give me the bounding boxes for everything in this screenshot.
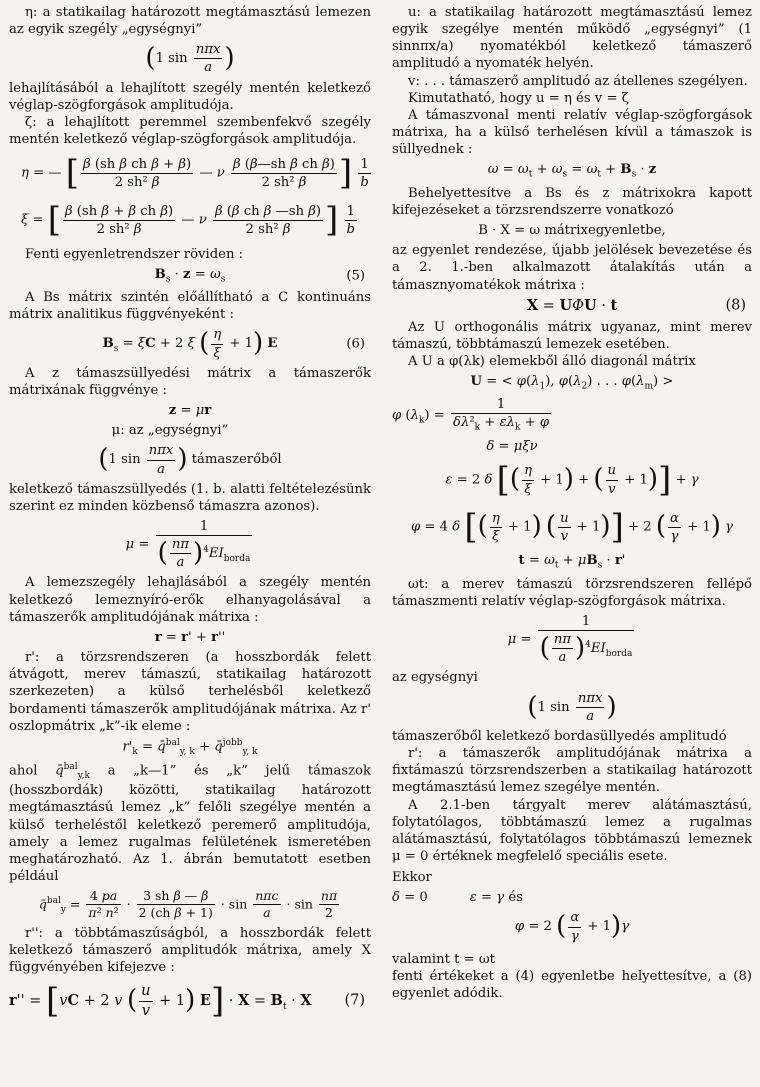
ahol-text: ahol q̄$^{bal}_{y,k}$ a „k—1” és „k” jelű támaszok (hosszbordák) közötti, statikailag határozott megtámasztású lemez „k” felőli szegélye mentén a külső terheléstől keletkező peremerő amplitudója, amely a lemez rugalmas felületének ismeretében meghatározható. Az 1. ábrán bemutatott esetben például bbox=[9, 761, 371, 885]
mu-definition-b: támaszerőből bbox=[191, 452, 282, 468]
unit-load-expression: (1 sin $\frac{\text{nπx}}{a}$ ) bbox=[145, 42, 235, 76]
bs-text: A Bs mátrix szintén előállítható a C kontinuáns mátrix analitikus függvényeként : bbox=[9, 290, 371, 323]
q-bal-formula: q̄$^{bal}_y$ = $\frac{4 pa}{\text{π² n²}}$ · $\frac{\text{3 sh β — β}}{\text{2 (ch β + 1)}}$ · sin $\frac{\text{nπc}}{a}$ · sin $\frac{n\pi}{2}$ bbox=[38, 888, 338, 921]
equation-5-number: (5) bbox=[346, 268, 365, 284]
omega-text: A támaszvonal menti relatív véglap-szögforgások mátrixa, ha a külső terhelésen kívül a támaszok is süllyednek : bbox=[392, 107, 752, 158]
ahol-explanation: a „k—1” és „k” jelű támaszok (hosszbordák) közötti, statikailag határozott megtámasztású lemez „k” felőli szegélye mentén a külső terheléstől keletkező peremerő amplitudója, amely a lemez rugalmas felületének ismeretében meghatározható. Az 1. ábrán bemutatott esetben például bbox=[9, 762, 371, 885]
r1-text: r': a törzsrendszeren (a hosszbordák felett átvágott, merev támaszú, statikailag határozott szerkezeten) a külső terhelésből keletkező bordamenti támaszerők amplitudójának mátrixa. Az r' oszlopmátrix „k”-ik eleme : bbox=[9, 650, 371, 734]
es-word: és bbox=[508, 890, 523, 906]
behelyettesitve-text: Behelyettesítve a Bs és z mátrixokra kapott kifejezéseket a törzsrendszerre vonatkozó bbox=[392, 185, 752, 218]
equation-6: $B_s = \xi C + 2$ ξ ( $\frac{\eta}{\xi}$ + 1) E (6) bbox=[102, 327, 365, 361]
eta-formula: η = — [ $\frac{\text{β (sh β ch β + β)}}{\text{2 sh² β}}$ — ν $\frac{\text{β (β—sh β ch β)}}{\text{2 sh² β}}$ ] $\frac{1}{b}$ bbox=[21, 153, 369, 194]
ekkor-formulas: δ = 0 ε = γ és bbox=[392, 890, 523, 906]
mu-formula: μ = 1 ( $\frac{n\pi}{a}$ )$^4EI_{borda}$ bbox=[125, 518, 251, 571]
z-formula: z = μr bbox=[168, 403, 212, 419]
right-column bbox=[392, 4, 752, 1002]
r2-text: r'': a többtámaszúságból, a hosszbordák felett keletkező támaszerő amplitudók mátrixa, amely X függvényében kifejezve : bbox=[9, 925, 371, 976]
mu-definition-line bbox=[9, 422, 371, 439]
r-definition-right: r': a támaszerők amplitudójának mátrixa a fixtámaszú törzsrendszerben a statikailag határozott megtámasztású lemez szegélye mentén. bbox=[392, 746, 752, 796]
mu-definition-a: μ: az „egységnyi” bbox=[111, 423, 229, 439]
unit-load-right: (1 sin $\frac{\text{nπx}}{a}$ ) bbox=[527, 690, 617, 724]
equation-8-number: (8) bbox=[725, 297, 746, 314]
valamint-text: valamint t = ωt bbox=[392, 951, 495, 967]
zeta-definition: ζ: a lehajlított peremmel szembenfekvő szegély mentén keletkező véglap-szögforgások amplitudója. bbox=[9, 114, 371, 148]
equation-8: X = UΦU · t (8) bbox=[526, 296, 746, 314]
mu-formula-right: μ = 1 ( $\frac{n\pi}{a}$ )$^4EI_{borda}$ bbox=[507, 613, 633, 666]
bx-equation: B · X = ω mátrixegyenletbe, bbox=[478, 223, 666, 239]
phi-formula: φ = 4 δ [( $\frac{\eta}{\xi}$ + 1) ( $\frac{u}{v}$ + 1)] + 2 ( $\frac{\alpha}{\gamma}$ + 1) γ bbox=[410, 507, 733, 548]
equation-7-number: (7) bbox=[344, 992, 365, 1009]
summary-text: Fenti egyenletrendszer röviden : bbox=[25, 246, 244, 262]
ekkor-text: Ekkor bbox=[392, 870, 432, 886]
epsilon-formula: ε = 2 δ [( $\frac{\eta}{\xi}$ + 1) + ( $\frac{u}{v}$ + 1)] + γ bbox=[445, 459, 699, 500]
r-text: A lemezszegély lehajlásából a szegély mentén keletkező lemeznyíró-erők elhanyagolásával a támaszerők amplitudójának mátrixa : bbox=[9, 575, 371, 625]
rendezes-text: az egyenlet rendezése, újabb jelölések bevezetése és a 2. 1.-ben alkalmazott átalakítás után a támasznyomatékok mátrixa : bbox=[392, 243, 752, 293]
xi-formula: ξ = [ $\frac{\text{β (sh β + β ch β)}}{\text{2 sh² β}}$ — ν $\frac{\text{β (β ch β —sh β)}}{\text{2 sh² β}}$ ] $\frac{1}{b}$ bbox=[21, 200, 355, 241]
phi-lambda-formula: φ $(\lambda_k)$ = $\frac{1}{\delta\lambda^2_k + \varepsilon\lambda_k + \varphi}$ bbox=[392, 397, 550, 434]
r-formula: r = r' + r'' bbox=[154, 629, 226, 645]
equation-6-number: (6) bbox=[346, 336, 365, 352]
delta-formula: δ = μξν bbox=[486, 438, 538, 454]
z-text: A z támaszsüllyedési mátrix a támaszerők mátrixának függvénye : bbox=[9, 365, 371, 398]
r1-element-formula: $r'_k$ = q̄$^{bal}_{y, k}$ + q̄$^{jobb}_{y, k}$ bbox=[122, 737, 258, 757]
mu-unit-load: (1 sin $\frac{\text{nπx}}{a}$ ) támaszerőből bbox=[98, 443, 282, 477]
eta-definition: η: a statikailag határozott megtámasztású lemezen az egyik szegély „egységnyi” bbox=[9, 5, 371, 38]
ahol-word: ahol bbox=[9, 762, 38, 778]
equation-7: r'' = [vC + 2 v ( $\frac{u}{v}$ + 1) $E] \cdot X = B_t \cdot X$ (7) bbox=[9, 981, 365, 1022]
kimutathato-text: Kimutatható, hogy u = η és v = ζ bbox=[408, 90, 629, 106]
left-column bbox=[9, 4, 371, 1026]
omega-formula: $\omega = \omega_t + \omega_s = \omega_t + B_s \cdot z$ bbox=[487, 162, 657, 181]
bordasullyedes-text: támaszerőből keletkező bordasüllyedés amplitudó bbox=[392, 728, 727, 744]
t-formula: $t = \omega_t + \mu B_s \cdot r'$ bbox=[518, 553, 626, 571]
phi-special-formula: φ = 2 ( $\frac{\alpha}{\gamma}$ + 1)γ bbox=[514, 910, 630, 944]
omega-t-definition: ωt: a merev támaszú törzsrendszeren fellépő támaszmenti relatív véglap-szögforgások mátrixa. bbox=[392, 576, 752, 609]
equation-5: $B_s \cdot z = \omega_s$ (5) bbox=[154, 266, 365, 285]
v-definition: v: . . . támaszerő amplitudó az átellenes szegélyen. bbox=[408, 73, 748, 89]
special-case-text: A 2.1-ben tárgyalt merev alátámasztású, folytatólagos, többtámaszú lemez a rugalmas alátámasztású, folytatólagos többtámaszú lemeznek μ = 0 értéknek megfelelő speciális esete. bbox=[392, 797, 752, 864]
u-diagonal-text: A U a φ(λk) elemekből álló diagonál mátrix bbox=[408, 353, 696, 369]
u-diag-formula: U = < $\varphi(\lambda_1)$, $\varphi(\lambda_2)$ . . . $\varphi(\lambda_m)$ > bbox=[470, 373, 674, 392]
mu-definition-c: keletkező támaszsüllyedés (1. b. alatti feltételezésünk szerint ez minden közbenső támaszra azonos). bbox=[9, 481, 371, 514]
eta-definition-cont: lehajlításából a lehajlított szegély mentén keletkező véglap-szögforgások amplitudója. bbox=[9, 80, 371, 113]
u-definition: u: a statikailag határozott megtámasztású lemez egyik szegélye mentén működő „egységnyi” (1 sinnπx/a) nyomatékból keletkező támaszerő amplitudó a nyomaték helyén. bbox=[392, 5, 752, 72]
u-orthogonal-text: Az U orthogonális mátrix ugyanaz, mint merev támaszú, többtámaszú lemezek esetében. bbox=[392, 319, 752, 352]
final-text: fenti értékeket a (4) egyenletbe helyettesítve, a (8) egyenlet adódik. bbox=[392, 968, 752, 1002]
egysegnyi-text: az egységnyi bbox=[392, 670, 478, 686]
